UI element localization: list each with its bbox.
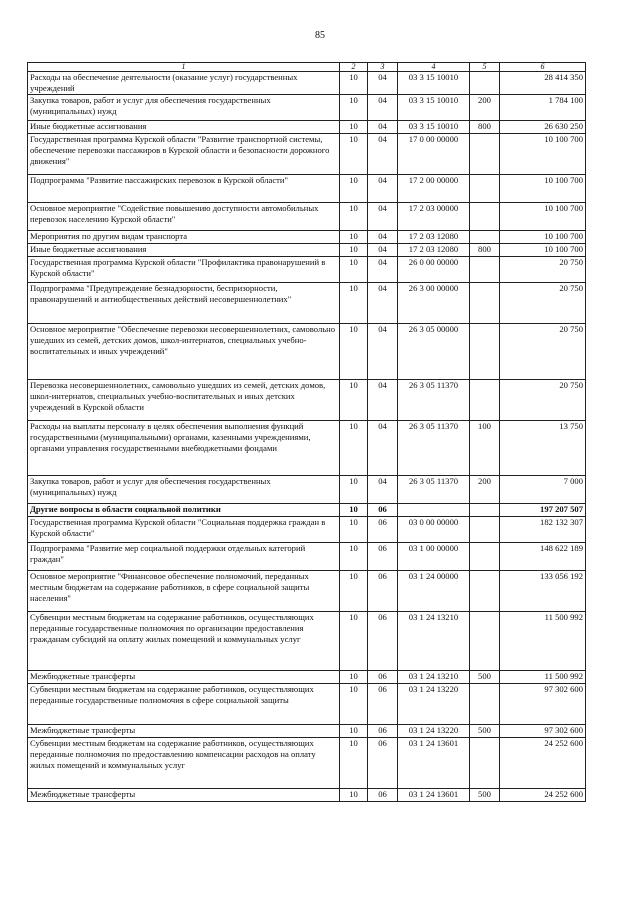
table-row: [28, 671, 586, 684]
amount-cell: 182 132 307: [500, 517, 586, 543]
section-code-cell: 10: [340, 175, 368, 203]
amount-cell: 13 750: [500, 421, 586, 476]
section-code-cell: 10: [340, 789, 368, 802]
item-name-cell: Расходы на выплаты персоналу в целях обеспечения выполнения функций государственными (муниципальными) органами, казенными учреждениями, органами управления государственными внебюджетными фондами: [28, 421, 340, 476]
table-row: [28, 543, 586, 571]
section-code-cell: 10: [340, 504, 368, 517]
expense-type-cell: [470, 738, 500, 789]
target-article-cell: 03 3 15 10010: [398, 95, 470, 121]
item-name-cell: Межбюджетные трансферты: [28, 725, 340, 738]
target-article-cell: 03 1 24 00000: [398, 571, 470, 612]
target-article-cell: 26 3 00 00000: [398, 283, 470, 324]
target-article-cell: 03 1 24 13220: [398, 725, 470, 738]
column-header: 1: [28, 63, 340, 72]
section-code-cell: 10: [340, 380, 368, 421]
target-article-cell: 26 0 00 00000: [398, 257, 470, 283]
target-article-cell: 03 1 24 13210: [398, 612, 470, 671]
section-code-cell: 10: [340, 257, 368, 283]
section-code-cell: 10: [340, 476, 368, 504]
target-article-cell: 26 3 05 00000: [398, 324, 470, 380]
expense-type-cell: [470, 203, 500, 231]
expense-type-cell: 100: [470, 421, 500, 476]
target-article-cell: 17 2 03 12080: [398, 231, 470, 244]
target-article-cell: 17 2 03 12080: [398, 244, 470, 257]
expense-type-cell: [470, 324, 500, 380]
table-body: [28, 72, 586, 802]
item-name-cell: Закупка товаров, работ и услуг для обеспечения государственных (муниципальных) нужд: [28, 95, 340, 121]
item-name-cell: Межбюджетные трансферты: [28, 789, 340, 802]
section-code-cell: 10: [340, 95, 368, 121]
subsection-code-cell: 04: [368, 244, 398, 257]
subsection-code-cell: 04: [368, 121, 398, 134]
section-code-cell: 10: [340, 684, 368, 725]
subsection-code-cell: 06: [368, 571, 398, 612]
table-header-row: [28, 63, 586, 72]
item-name-cell: Государственная программа Курской области "Профилактика правонарушений в Курской области": [28, 257, 340, 283]
table-row: [28, 571, 586, 612]
amount-cell: 10 100 700: [500, 231, 586, 244]
amount-cell: 10 100 700: [500, 244, 586, 257]
page-number: 85: [315, 30, 325, 41]
section-code-cell: 10: [340, 244, 368, 257]
table-row: [28, 504, 586, 517]
amount-cell: 133 056 192: [500, 571, 586, 612]
amount-cell: 24 252 600: [500, 789, 586, 802]
target-article-cell: 03 1 24 13601: [398, 738, 470, 789]
expense-type-cell: [470, 380, 500, 421]
subsection-code-cell: 06: [368, 504, 398, 517]
subsection-code-cell: 04: [368, 380, 398, 421]
target-article-cell: 26 3 05 11370: [398, 380, 470, 421]
expense-type-cell: [470, 504, 500, 517]
subsection-code-cell: 06: [368, 612, 398, 671]
item-name-cell: Подпрограмма "Развитие пассажирских перевозок в Курской области": [28, 175, 340, 203]
target-article-cell: 26 3 05 11370: [398, 421, 470, 476]
amount-cell: 20 750: [500, 257, 586, 283]
column-header: 3: [368, 63, 398, 72]
subsection-code-cell: 06: [368, 684, 398, 725]
expense-type-cell: [470, 134, 500, 175]
subsection-code-cell: 04: [368, 175, 398, 203]
subsection-code-cell: 04: [368, 324, 398, 380]
expense-type-cell: [470, 612, 500, 671]
table-row: [28, 324, 586, 380]
expense-type-cell: 800: [470, 121, 500, 134]
amount-cell: 10 100 700: [500, 203, 586, 231]
subsection-code-cell: 04: [368, 134, 398, 175]
column-header: 6: [500, 63, 586, 72]
amount-cell: 10 100 700: [500, 175, 586, 203]
column-header: 4: [398, 63, 470, 72]
item-name-cell: Основное мероприятие "Содействие повышению доступности автомобильных перевозок населению Курской области": [28, 203, 340, 231]
target-article-cell: 03 1 24 13220: [398, 684, 470, 725]
section-code-cell: 10: [340, 324, 368, 380]
section-code-cell: 10: [340, 121, 368, 134]
expense-type-cell: [470, 571, 500, 612]
expense-type-cell: [470, 283, 500, 324]
table-row: [28, 684, 586, 725]
target-article-cell: [398, 504, 470, 517]
table-row: [28, 421, 586, 476]
table-row: [28, 725, 586, 738]
table-row: [28, 203, 586, 231]
table-row: [28, 789, 586, 802]
item-name-cell: Подпрограмма "Развитие мер социальной поддержки отдельных категорий граждан": [28, 543, 340, 571]
expense-type-cell: 500: [470, 725, 500, 738]
target-article-cell: 03 1 24 13210: [398, 671, 470, 684]
target-article-cell: 03 1 00 00000: [398, 543, 470, 571]
expense-type-cell: [470, 543, 500, 571]
item-name-cell: Государственная программа Курской области "Социальная поддержка граждан в Курской области": [28, 517, 340, 543]
table-row: [28, 257, 586, 283]
amount-cell: 26 630 250: [500, 121, 586, 134]
target-article-cell: 17 0 00 00000: [398, 134, 470, 175]
amount-cell: 10 100 700: [500, 134, 586, 175]
table-row: [28, 738, 586, 789]
amount-cell: 20 750: [500, 380, 586, 421]
expense-type-cell: [470, 175, 500, 203]
column-header: 5: [470, 63, 500, 72]
item-name-cell: Расходы на обеспечение деятельности (оказание услуг) государственных учреждений: [28, 72, 340, 95]
section-code-cell: 10: [340, 738, 368, 789]
item-name-cell: Основное мероприятие "Финансовое обеспечение полномочий, переданных местным бюджетам на содержание работников, в сфере социальной защиты населения": [28, 571, 340, 612]
amount-cell: 20 750: [500, 283, 586, 324]
target-article-cell: 03 3 15 10010: [398, 72, 470, 95]
expense-type-cell: 500: [470, 671, 500, 684]
section-code-cell: 10: [340, 543, 368, 571]
section-code-cell: 10: [340, 72, 368, 95]
subsection-code-cell: 06: [368, 789, 398, 802]
target-article-cell: 17 2 00 00000: [398, 175, 470, 203]
section-code-cell: 10: [340, 283, 368, 324]
subsection-code-cell: 06: [368, 738, 398, 789]
amount-cell: 197 207 507: [500, 504, 586, 517]
table-row: [28, 175, 586, 203]
table-row: [28, 476, 586, 504]
amount-cell: 97 302 600: [500, 725, 586, 738]
expense-type-cell: 200: [470, 95, 500, 121]
target-article-cell: 26 3 05 11370: [398, 476, 470, 504]
item-name-cell: Субвенции местным бюджетам на содержание работников, осуществляющих переданные полномочия по предоставлению компенсации расходов на оплату жилых помещений и коммунальных услуг: [28, 738, 340, 789]
target-article-cell: 17 2 03 00000: [398, 203, 470, 231]
section-code-cell: 10: [340, 134, 368, 175]
amount-cell: 11 500 992: [500, 612, 586, 671]
subsection-code-cell: 04: [368, 283, 398, 324]
expense-type-cell: 500: [470, 789, 500, 802]
amount-cell: 7 000: [500, 476, 586, 504]
subsection-code-cell: 04: [368, 257, 398, 283]
table-row: [28, 380, 586, 421]
amount-cell: 24 252 600: [500, 738, 586, 789]
subsection-code-cell: 04: [368, 72, 398, 95]
subsection-code-cell: 06: [368, 517, 398, 543]
table-row: [28, 612, 586, 671]
expense-type-cell: [470, 231, 500, 244]
item-name-cell: Основное мероприятие "Обеспечение перевозки несовершеннолетних, самовольно ушедших из семей, детских домов, школ-интернатов, специальных учебно-воспитательных и иных учреждений": [28, 324, 340, 380]
section-code-cell: 10: [340, 612, 368, 671]
column-header: 2: [340, 63, 368, 72]
target-article-cell: 03 1 24 13601: [398, 789, 470, 802]
table-row: [28, 517, 586, 543]
item-name-cell: Государственная программа Курской области "Развитие транспортной системы, обеспечение перевозки пассажиров в Курской области и безопасности дорожного движения": [28, 134, 340, 175]
item-name-cell: Закупка товаров, работ и услуг для обеспечения государственных (муниципальных) нужд: [28, 476, 340, 504]
section-code-cell: 10: [340, 203, 368, 231]
target-article-cell: 03 0 00 00000: [398, 517, 470, 543]
table-row: [28, 244, 586, 257]
subsection-code-cell: 06: [368, 671, 398, 684]
expense-type-cell: 800: [470, 244, 500, 257]
expense-type-cell: 200: [470, 476, 500, 504]
subsection-code-cell: 04: [368, 476, 398, 504]
table-row: [28, 231, 586, 244]
item-name-cell: Подпрограмма "Предупреждение безнадзорности, беспризорности, правонарушений и антиобщественных действий несовершеннолетних": [28, 283, 340, 324]
table-row: [28, 95, 586, 121]
item-name-cell: Иные бюджетные ассигнования: [28, 121, 340, 134]
amount-cell: 97 302 600: [500, 684, 586, 725]
expense-type-cell: [470, 72, 500, 95]
section-code-cell: 10: [340, 571, 368, 612]
amount-cell: 1 784 100: [500, 95, 586, 121]
section-code-cell: 10: [340, 671, 368, 684]
subsection-code-cell: 06: [368, 725, 398, 738]
expense-type-cell: [470, 517, 500, 543]
section-code-cell: 10: [340, 517, 368, 543]
table-row: [28, 72, 586, 95]
amount-cell: 28 414 350: [500, 72, 586, 95]
expense-type-cell: [470, 684, 500, 725]
subsection-code-cell: 04: [368, 231, 398, 244]
budget-table: [27, 62, 586, 802]
amount-cell: 148 622 189: [500, 543, 586, 571]
item-name-cell: Межбюджетные трансферты: [28, 671, 340, 684]
subsection-code-cell: 04: [368, 95, 398, 121]
item-name-cell: Субвенции местным бюджетам на содержание работников, осуществляющих переданные государственные полномочия в сфере социальной защиты: [28, 684, 340, 725]
item-name-cell: Мероприятия по другим видам транспорта: [28, 231, 340, 244]
table-row: [28, 121, 586, 134]
table-row: [28, 134, 586, 175]
section-code-cell: 10: [340, 231, 368, 244]
item-name-cell: Иные бюджетные ассигнования: [28, 244, 340, 257]
amount-cell: 11 500 992: [500, 671, 586, 684]
table-row: [28, 283, 586, 324]
item-name-cell: Перевозка несовершеннолетних, самовольно ушедших из семей, детских домов, школ-интернатов, специальных учебно-воспитательных и иных детских учреждений в Курской области: [28, 380, 340, 421]
subsection-code-cell: 06: [368, 543, 398, 571]
section-code-cell: 10: [340, 421, 368, 476]
subsection-code-cell: 04: [368, 421, 398, 476]
item-name-cell: Другие вопросы в области социальной политики: [28, 504, 340, 517]
section-code-cell: 10: [340, 725, 368, 738]
expense-type-cell: [470, 257, 500, 283]
item-name-cell: Субвенции местным бюджетам на содержание работников, осуществляющих переданные государственные полномочия по организации предоставления гражданам субсидий на оплату жилых помещений и коммунальных услуг: [28, 612, 340, 671]
subsection-code-cell: 04: [368, 203, 398, 231]
target-article-cell: 03 3 15 10010: [398, 121, 470, 134]
amount-cell: 20 750: [500, 324, 586, 380]
